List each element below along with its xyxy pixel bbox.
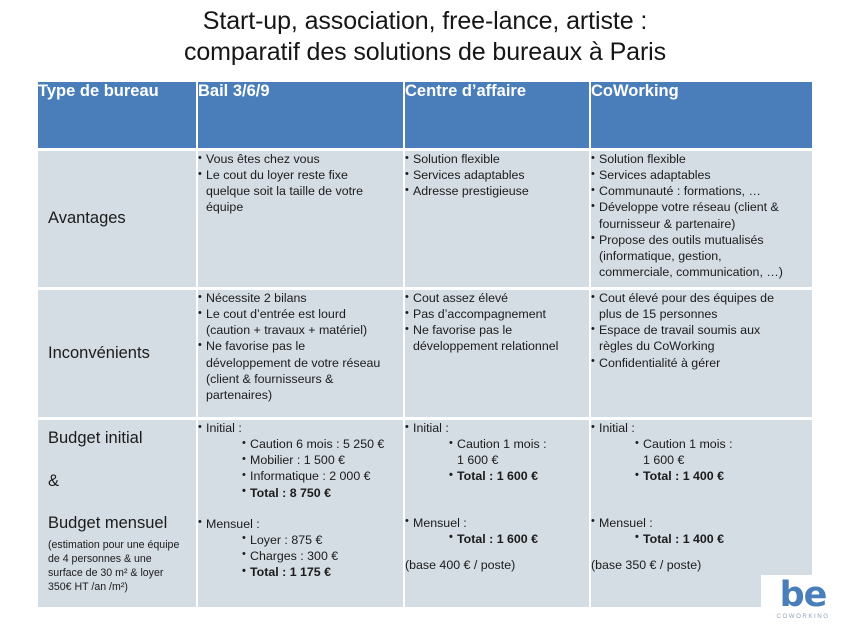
list-item: • Charges : 300 €	[242, 548, 403, 564]
list-item: règles du CoWorking	[599, 339, 715, 354]
list-item: (caution + travaux + matériel)	[206, 323, 368, 338]
list-item: • Mensuel :	[405, 515, 589, 531]
cell-avantages-bail	[197, 150, 404, 289]
list-item: • Caution 1 mois :	[449, 436, 589, 452]
list-item: partenaires)	[206, 387, 273, 402]
row-label-inconvenients: Inconvénients	[48, 343, 150, 362]
list-item: • Initial :	[405, 420, 589, 436]
list-item: • Mensuel :	[591, 515, 812, 531]
row-label-cell-budget	[38, 419, 197, 608]
table-row-avantages	[38, 150, 812, 289]
cell-inconvenients-centre	[404, 289, 590, 419]
list-item-total: • Total : 1 400 €	[635, 531, 812, 547]
list-item: • Développe votre réseau (client &	[591, 199, 812, 215]
list-item: • Espace de travail soumis aux	[591, 322, 812, 338]
row-label-budget-ampersand: &	[48, 471, 60, 490]
list-item: • Caution 1 mois :	[635, 436, 812, 452]
column-header-bail: Bail 3/6/9	[197, 82, 404, 150]
cell-inconvenients-bail	[197, 289, 404, 419]
row-label-avantages: Avantages	[48, 209, 126, 228]
list-item: plus de 15 personnes	[599, 307, 718, 322]
base-note-coworking: (base 350 € / poste)	[591, 557, 702, 572]
list-item: • Nécessite 2 bilans	[198, 290, 403, 306]
list-item: • Ne favorise pas le	[198, 338, 403, 354]
list-item: • Informatique : 2 000 €	[242, 468, 403, 484]
row-label-budget-note	[48, 539, 196, 595]
list-item: • Cout élevé pour des équipes de	[591, 290, 812, 306]
list-item: • Propose des outils mutualisés	[591, 232, 812, 248]
cell-budget-bail	[197, 419, 404, 608]
list-item: • Confidentialité à gérer	[591, 355, 812, 371]
row-label-cell-inconvenients	[38, 289, 197, 419]
title-line-1: Start-up, association, free-lance, artiste :	[202, 7, 648, 35]
base-note-centre: (base 400 € / poste)	[405, 557, 516, 572]
list-item: équipe	[206, 200, 244, 215]
list-item: • Solution flexible	[405, 151, 589, 167]
list-item: • Ne favorise pas le	[405, 322, 589, 338]
list-item: • Cout assez élevé	[405, 290, 589, 306]
be-coworking-logo	[761, 575, 845, 633]
table-row-budget	[38, 419, 812, 608]
list-item: développement relationnel	[413, 339, 559, 354]
note-line: surface de 30 m² & loyer	[48, 566, 164, 579]
logo-subtitle: COWORKING	[776, 613, 830, 620]
cell-budget-centre	[404, 419, 590, 608]
comparison-table	[38, 82, 812, 607]
list-item: (client & fournisseurs &	[206, 371, 334, 386]
cell-inconvenients-coworking	[590, 289, 812, 419]
list-item: • Services adaptables	[405, 167, 589, 183]
list-item: • Initial :	[198, 420, 403, 436]
page-title	[0, 6, 850, 68]
row-label-budget-initial: Budget initial	[48, 429, 143, 447]
list-item: • Caution 6 mois : 5 250 €	[242, 436, 403, 452]
column-header-type-de-bureau: Type de bureau	[38, 82, 197, 150]
note-line: de 4 personnes & une	[48, 553, 152, 565]
list-item: 1 600 €	[457, 453, 499, 468]
title-line-2: comparatif des solutions de bureaux à Paris	[183, 38, 667, 66]
list-item: développement de votre réseau	[206, 355, 381, 370]
list-item: • Vous êtes chez vous	[198, 151, 403, 167]
list-item: • Solution flexible	[591, 151, 812, 167]
table-header-row	[38, 82, 812, 150]
row-label-cell-avantages	[38, 150, 197, 289]
list-item: (informatique, gestion,	[599, 248, 722, 263]
cell-avantages-coworking	[590, 150, 812, 289]
cell-avantages-centre	[404, 150, 590, 289]
table-row-inconvenients	[38, 289, 812, 419]
spacer	[198, 501, 403, 516]
list-item: quelque soit la taille de votre	[206, 184, 364, 199]
list-item: • Le cout du loyer reste fixe	[198, 167, 403, 183]
spacer	[591, 485, 812, 515]
note-line: 350€ HT /an /m²)	[48, 580, 128, 593]
list-item: • Services adaptables	[591, 167, 812, 183]
list-item: commerciale, communication, …)	[599, 264, 783, 279]
list-item: • Mensuel :	[198, 516, 403, 532]
list-item-total: • Total : 1 600 €	[449, 468, 589, 484]
note-line: (estimation pour une équipe	[48, 539, 180, 552]
list-item-total: • Total : 1 400 €	[635, 468, 812, 484]
list-item: • Adresse prestigieuse	[405, 183, 589, 199]
row-label-budget-mensuel: Budget mensuel	[48, 514, 168, 533]
list-item: fournisseur & partenaire)	[599, 216, 736, 231]
list-item: • Pas d’accompagnement	[405, 306, 589, 322]
spacer	[405, 485, 589, 515]
column-header-coworking: CoWorking	[590, 82, 812, 150]
column-header-centre-affaire: Centre d’affaire	[404, 82, 590, 150]
list-item: • Communauté : formations, …	[591, 183, 812, 199]
list-item-total: • Total : 1 600 €	[449, 531, 589, 547]
list-item: • Loyer : 875 €	[242, 532, 403, 548]
list-item: • Initial :	[591, 420, 812, 436]
list-item-total: • Total : 8 750 €	[242, 485, 403, 501]
logo-wordmark: be	[779, 575, 827, 615]
list-item-total: • Total : 1 175 €	[242, 564, 403, 580]
list-item: • Le cout d’entrée est lourd	[198, 306, 403, 322]
list-item: • Mobilier : 1 500 €	[242, 452, 403, 468]
list-item: 1 600 €	[643, 453, 685, 468]
